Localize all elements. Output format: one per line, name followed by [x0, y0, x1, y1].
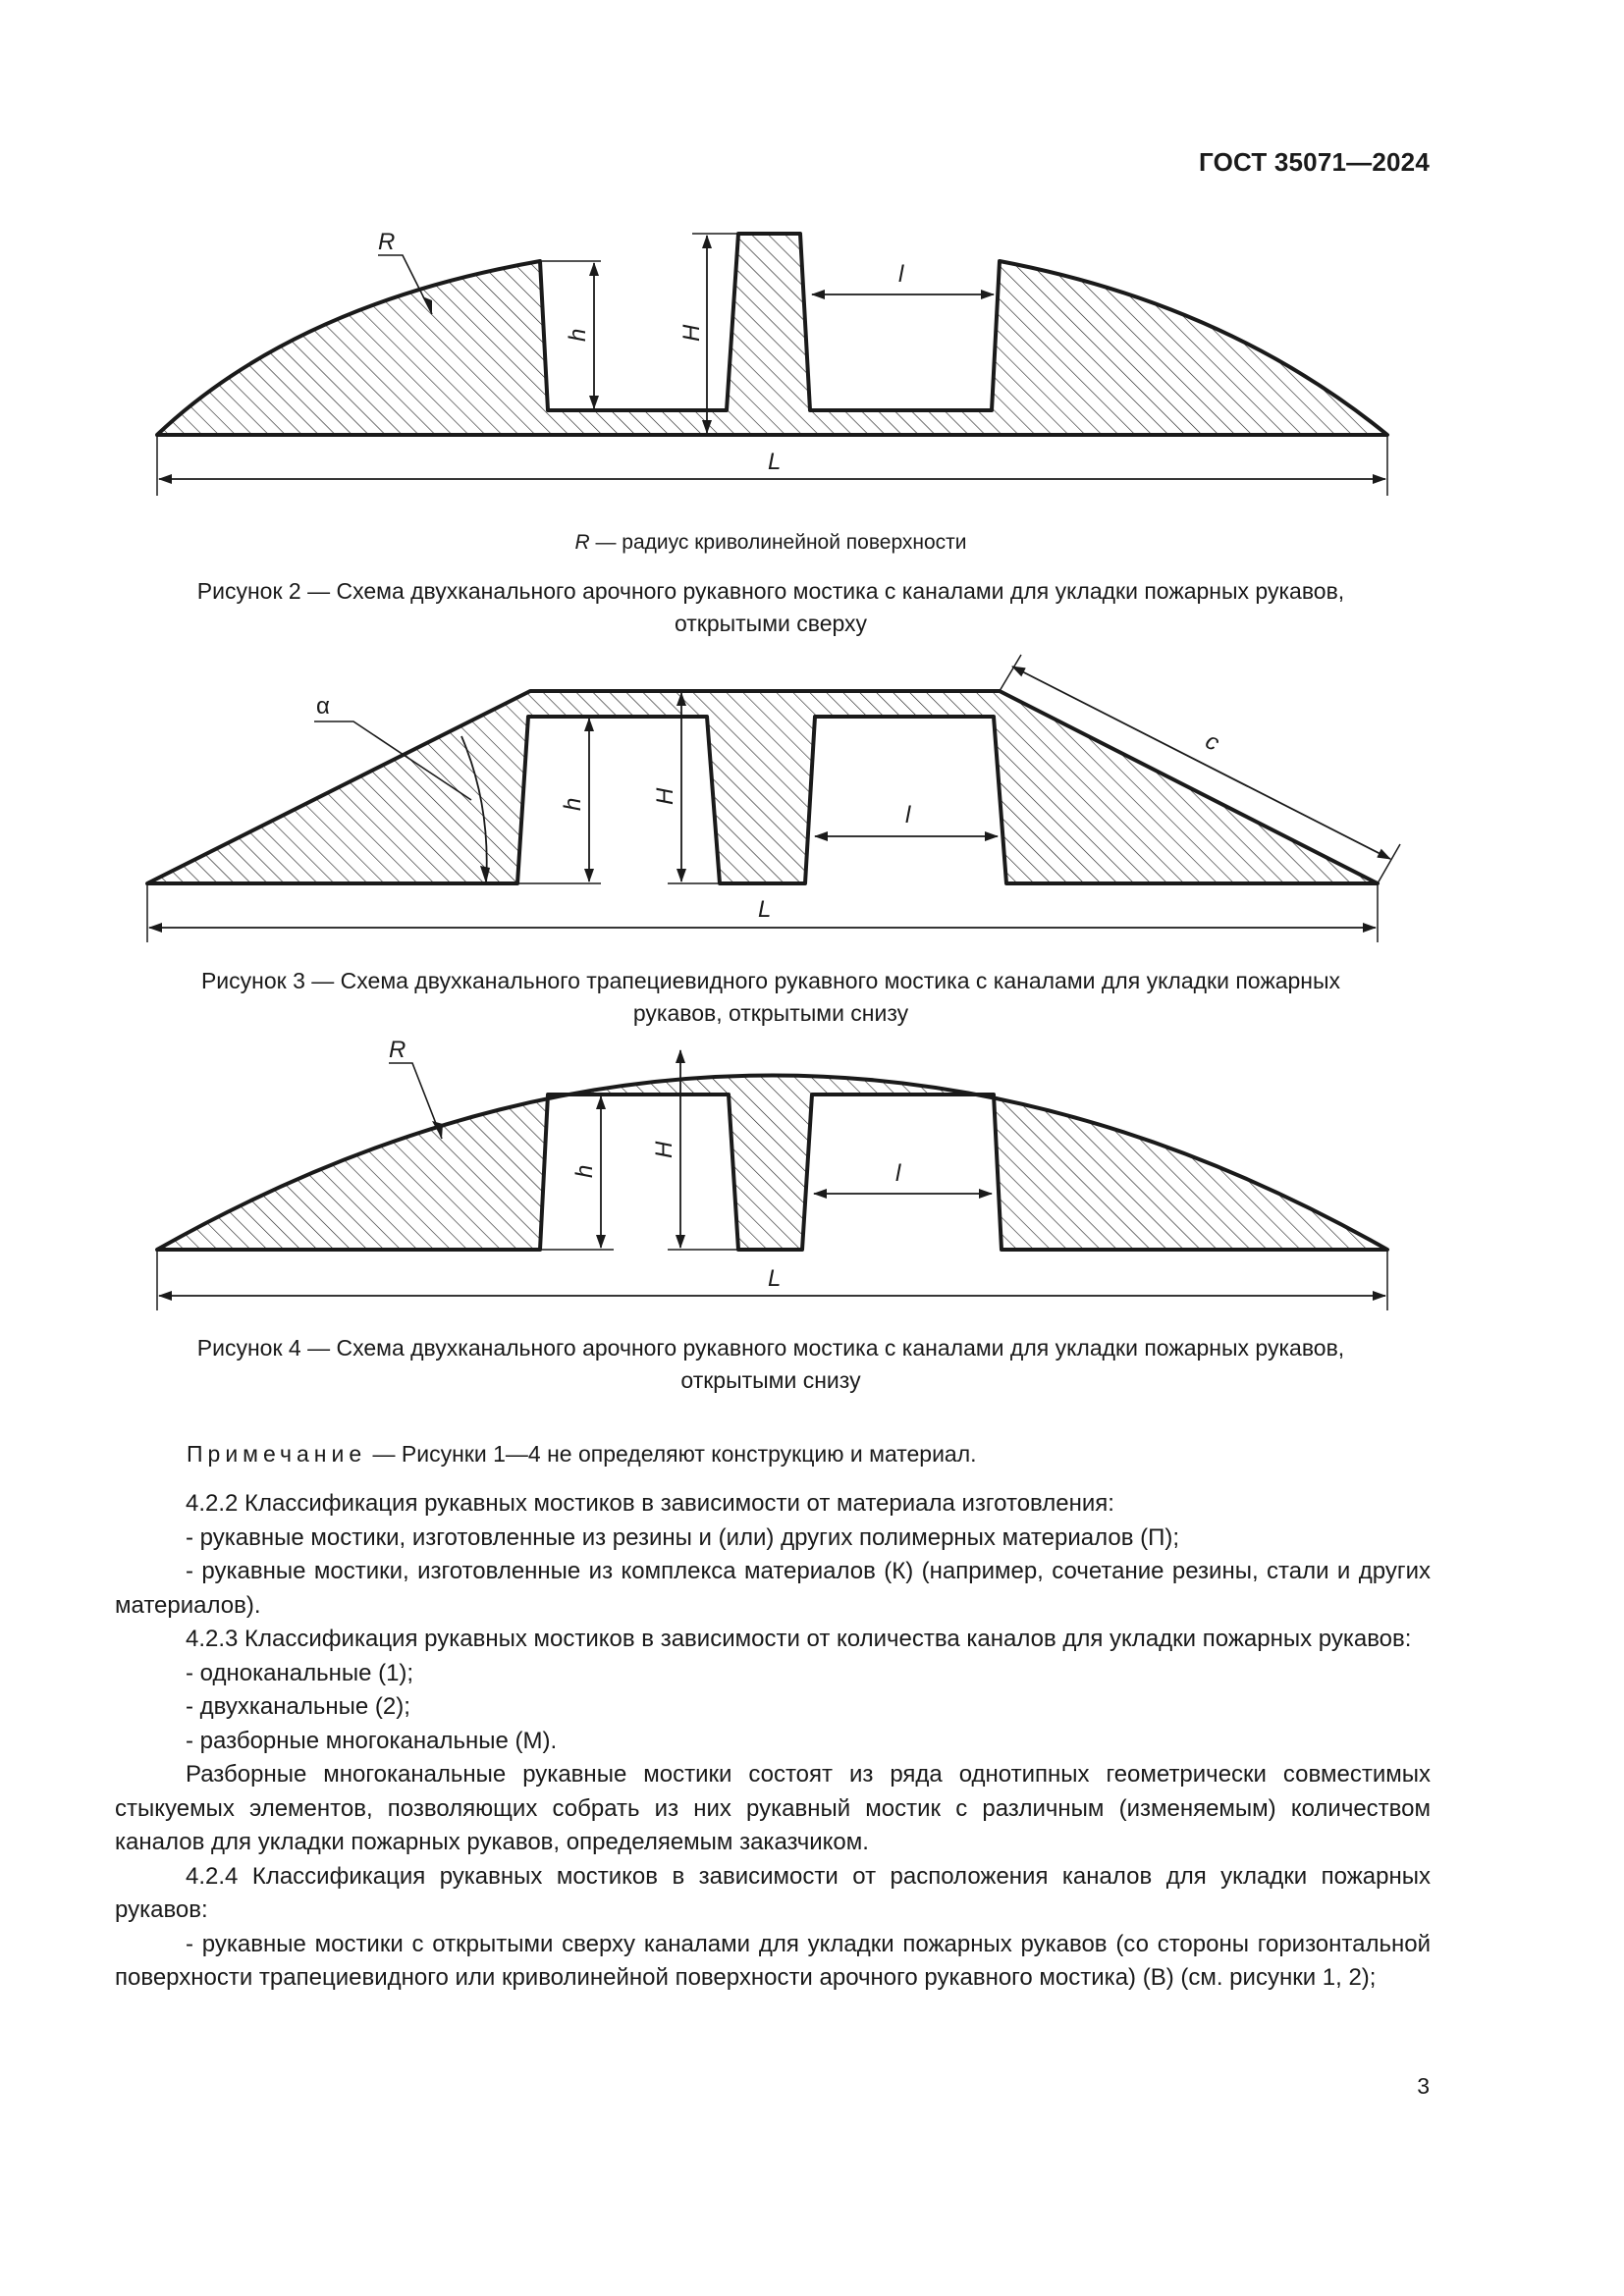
fig3-caption-line2: рукавов, открытыми снизу	[632, 1000, 909, 1026]
fig3-label-H: H	[652, 787, 678, 805]
figure-3-drawing	[0, 648, 1624, 952]
fig3-label-c: c	[1201, 727, 1224, 757]
document-header: ГОСТ 35071—2024	[1199, 147, 1430, 177]
page-number: 3	[1417, 2073, 1430, 2099]
paragraph-4-2-4: 4.2.4 Классификация рукавных мостиков в зависимости от расположения каналов для укладки пожарных рукавов:	[115, 1862, 1431, 1923]
fig2-caption-line2: открытыми сверху	[674, 611, 868, 636]
list-item: - двухканальные (2);	[186, 1693, 410, 1720]
figure-2-drawing	[0, 216, 1624, 510]
fig4-label-h: h	[571, 1164, 598, 1178]
fig3-label-alpha: α	[316, 693, 330, 720]
fig4-caption-line1: Рисунок 4 — Схема двухканального арочного рукавного мостика с каналами для укладки пожарных рукавов,	[196, 1335, 1345, 1361]
fig2-caption-line1: Рисунок 2 — Схема двухканального арочного рукавного мостика с каналами для укладки пожарных рукавов,	[196, 578, 1345, 604]
fig2-legend-text: — радиус криволинейной поверхности	[589, 531, 967, 554]
fig2-label-h: h	[565, 328, 591, 342]
fig3-label-L: L	[758, 896, 772, 923]
fig4-label-H: H	[651, 1141, 677, 1158]
note-text: — Рисунки 1—4 не определяют конструкцию и материал.	[366, 1441, 977, 1467]
fig2-section	[157, 234, 1387, 435]
list-item: - разборные многоканальные (М).	[186, 1727, 558, 1754]
fig4-caption	[137, 1332, 1404, 1397]
paragraph-4-2-2: 4.2.2 Классификация рукавных мостиков в зависимости от материала изготовления:	[186, 1490, 1114, 1517]
fig3-caption	[137, 965, 1404, 1030]
fig4-label-l: l	[895, 1160, 901, 1187]
fig2-caption	[137, 575, 1404, 640]
fig2-legend	[137, 531, 1404, 555]
fig2-label-R: R	[378, 229, 396, 255]
fig2-label-l: l	[898, 261, 904, 288]
fig4-label-L: L	[768, 1265, 782, 1292]
list-item: - рукавные мостики, изготовленные из резины и (или) других полимерных материалов (П);	[186, 1523, 1180, 1551]
body-text	[115, 1487, 1431, 1996]
fig2-label-L: L	[768, 449, 782, 475]
list-item: - рукавные мостики, изготовленные из комплекса материалов (К) (например, сочетание резины, стали и других материалов).	[115, 1558, 1431, 1619]
fig2-label-H: H	[678, 324, 705, 342]
fig4-section	[157, 1076, 1387, 1251]
fig4-label-R: R	[389, 1037, 406, 1063]
note	[187, 1441, 977, 1468]
fig3-label-l: l	[905, 802, 911, 828]
figure-4-drawing	[0, 1031, 1624, 1325]
note-label: Примечание	[187, 1441, 367, 1467]
list-item: - рукавные мостики с открытыми сверху каналами для укладки пожарных рукавов (со стороны горизонтальной поверхности трапециевидного или криволинейной поверхности арочного рукавного мостика) (В) (см. рисунки 1, 2);	[115, 1930, 1431, 1991]
list-item: - одноканальные (1);	[186, 1659, 414, 1686]
fig2-legend-symbol: R	[574, 531, 590, 554]
fig3-caption-line1: Рисунок 3 — Схема двухканального трапециевидного рукавного мостика с каналами для укладки пожарных	[200, 968, 1341, 993]
paragraph-collapsible: Разборные многоканальные рукавные мостики состоят из ряда однотипных геометрически совместимых стыкуемых элементов, позволяющих собрать из них рукавный мостик с различным (изменяемым) количеством каналов для укладки пожарных рукавов, определяемым заказчиком.	[115, 1761, 1431, 1855]
paragraph-4-2-3: 4.2.3 Классификация рукавных мостиков в зависимости от количества каналов для укладки пожарных рукавов:	[186, 1626, 1412, 1652]
fig4-caption-line2: открытыми снизу	[680, 1367, 861, 1393]
fig3-section	[147, 691, 1378, 883]
fig3-label-h: h	[560, 797, 586, 811]
